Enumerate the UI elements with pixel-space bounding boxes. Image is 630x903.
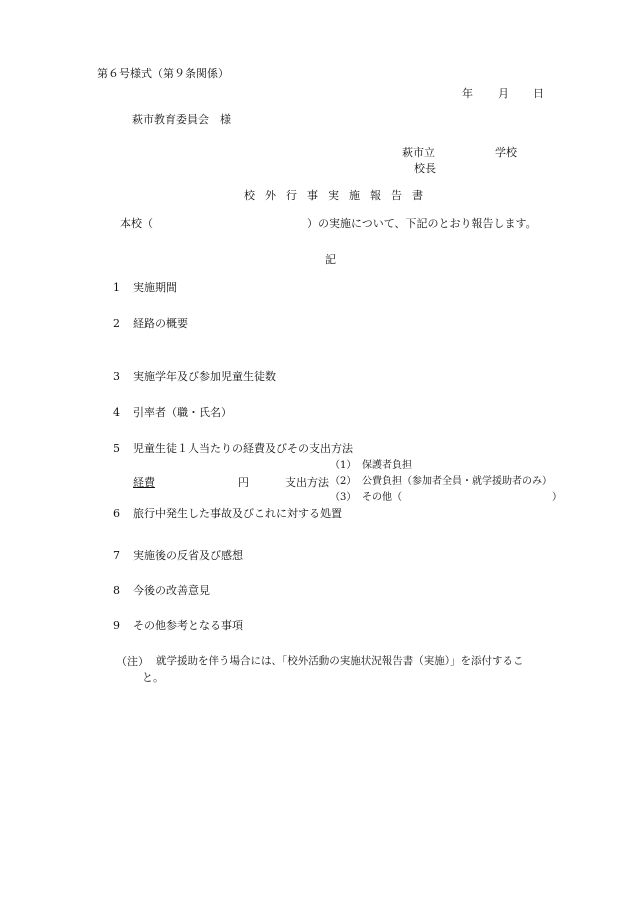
title-char: 書: [412, 189, 423, 202]
item-number: 7: [113, 549, 120, 562]
date-month: 月: [498, 87, 509, 100]
form-label: 第６号様式（第９条関係）: [97, 67, 229, 80]
item-number: 6: [113, 507, 120, 520]
intro-prefix: 本校（: [120, 217, 153, 230]
item-label: 実施後の反省及び感想: [133, 549, 243, 562]
expense-cost-field: [133, 477, 249, 488]
document-title: [244, 190, 433, 201]
payment-option-text: 公費負担（参加者全員・就学援助者のみ）: [362, 476, 552, 487]
expense-yen: 円: [238, 476, 249, 489]
title-char: 事: [307, 189, 318, 202]
title-char: 校: [244, 189, 255, 202]
payment-method-label: 支出方法: [285, 476, 329, 489]
item-label: 児童生徒１人当たりの経費及びその支出方法: [133, 442, 353, 455]
payment-option-number: （3）: [330, 492, 357, 503]
school-prefix: 萩市立: [402, 146, 435, 159]
payment-option-number: （2）: [330, 476, 357, 487]
item-number: 9: [113, 619, 120, 632]
item-number: 1: [113, 281, 120, 294]
item-number: 5: [113, 442, 120, 455]
title-char: 実: [328, 189, 339, 202]
addressee: 萩市教育委員会 様: [132, 113, 231, 126]
note-label: （注）: [116, 655, 149, 668]
principal: 校長: [414, 162, 436, 175]
title-char: 告: [391, 189, 402, 202]
item-label: 実施期間: [133, 281, 177, 294]
item-number: 2: [113, 317, 120, 330]
title-char: 報: [370, 189, 381, 202]
date-day: 日: [533, 87, 544, 100]
payment-other-close: ）: [552, 492, 562, 503]
payment-option-number: （1）: [330, 460, 357, 471]
date-year: 年: [462, 87, 473, 100]
note-line-1: 就学援助を伴う場合には、「校外活動の実施状況報告書（実施）」を添付するこ: [156, 655, 524, 667]
title-char: 行: [286, 189, 297, 202]
note-line-2: と。: [142, 671, 164, 684]
payment-option-text: 保護者負担: [362, 460, 412, 471]
title-char: 施: [349, 189, 360, 202]
item-label: 引率者（職・氏名）: [133, 406, 232, 419]
school-suffix: 学校: [495, 146, 517, 159]
intro-suffix: ）の実施について、下記のとおり報告します。: [307, 217, 537, 230]
item-label: 実施学年及び参加児童生徒数: [133, 370, 276, 383]
title-char: 外: [265, 189, 276, 202]
item-label: その他参考となる事項: [133, 619, 243, 632]
item-number: 8: [113, 584, 120, 597]
item-number: 3: [113, 370, 120, 383]
item-label: 経路の概要: [133, 317, 188, 330]
ki-heading: 記: [325, 253, 336, 266]
payment-option-text: その他（: [362, 492, 402, 503]
item-label: 旅行中発生した事故及びこれに対する処置: [133, 507, 342, 520]
item-label: 今後の改善意見: [133, 584, 210, 597]
expense-cost-label: 経費: [133, 476, 155, 489]
item-number: 4: [113, 406, 120, 419]
